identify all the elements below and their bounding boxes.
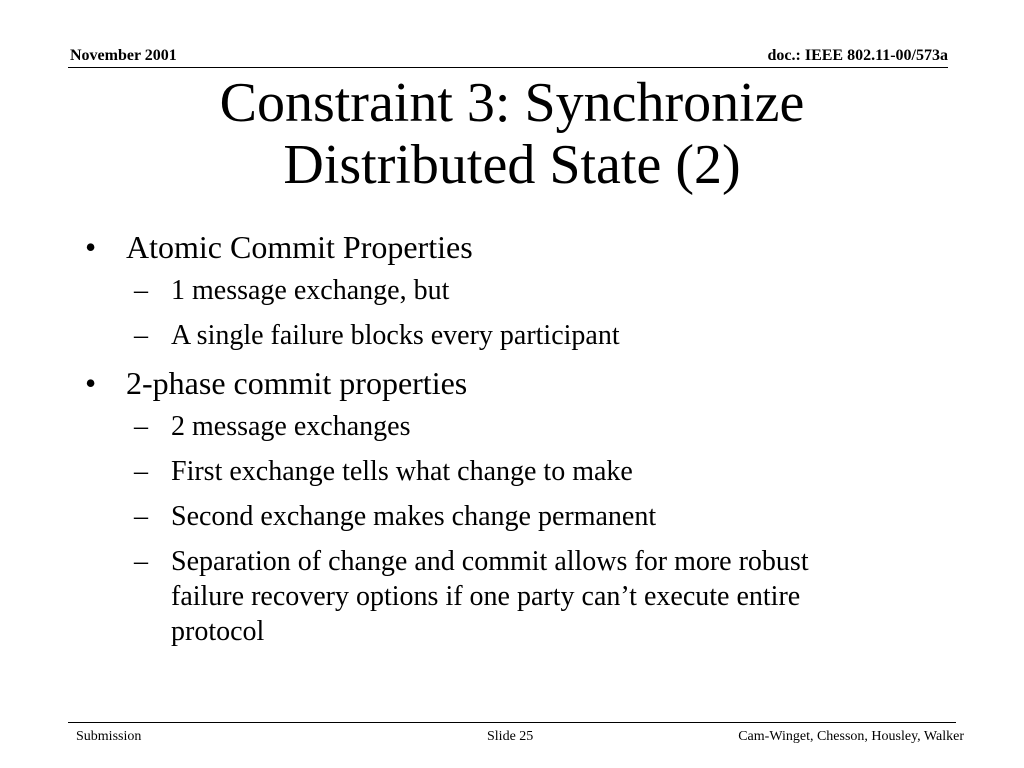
header-divider: [68, 67, 948, 68]
bullet-item: [82, 363, 962, 403]
sub-bullet-item: [82, 273, 871, 308]
sub-bullet-marker: –: [134, 546, 148, 577]
sub-bullet-item: [82, 544, 871, 649]
footer-slide-number: Slide 25: [487, 729, 534, 744]
bullet-marker: •: [85, 229, 97, 265]
sub-bullet-item: [82, 499, 871, 534]
sub-bullet-text: Separation of change and commit allows for more robust failure recovery options if one party can’t execute entire protocol: [171, 546, 809, 647]
slide-title-line-1: Constraint 3: Synchronize: [219, 72, 805, 134]
sub-bullet-text: A single failure blocks every participant: [171, 320, 620, 351]
slide-title-line-2: Distributed State (2): [283, 134, 741, 196]
sub-bullet-marker: –: [134, 456, 148, 487]
sub-bullet-text: 1 message exchange, but: [171, 275, 450, 306]
sub-bullet-marker: –: [134, 411, 148, 442]
sub-bullet-text: First exchange tells what change to make: [171, 456, 633, 487]
footer-divider: [68, 722, 956, 723]
footer-authors: Cam-Winget, Chesson, Housley, Walker: [738, 729, 964, 744]
sub-bullet-text: Second exchange makes change permanent: [171, 501, 657, 532]
sub-bullet-item: [82, 454, 871, 489]
slide-body: [82, 227, 962, 649]
sub-bullet-text: 2 message exchanges: [171, 411, 411, 442]
bullet-item: [82, 227, 962, 267]
sub-bullet-item: [82, 318, 871, 353]
bullet-text: 2-phase commit properties: [126, 365, 468, 401]
header-date: November 2001: [70, 47, 177, 64]
header-doc-id: doc.: IEEE 802.11-00/573a: [767, 47, 948, 64]
bullet-text: Atomic Commit Properties: [126, 229, 473, 265]
sub-bullet-marker: –: [134, 501, 148, 532]
sub-bullet-item: [82, 409, 871, 444]
bullet-marker: •: [85, 365, 97, 401]
sub-bullet-marker: –: [134, 320, 148, 351]
footer-submission: Submission: [76, 729, 142, 744]
sub-bullet-marker: –: [134, 275, 148, 306]
slide-title: [0, 72, 1024, 196]
